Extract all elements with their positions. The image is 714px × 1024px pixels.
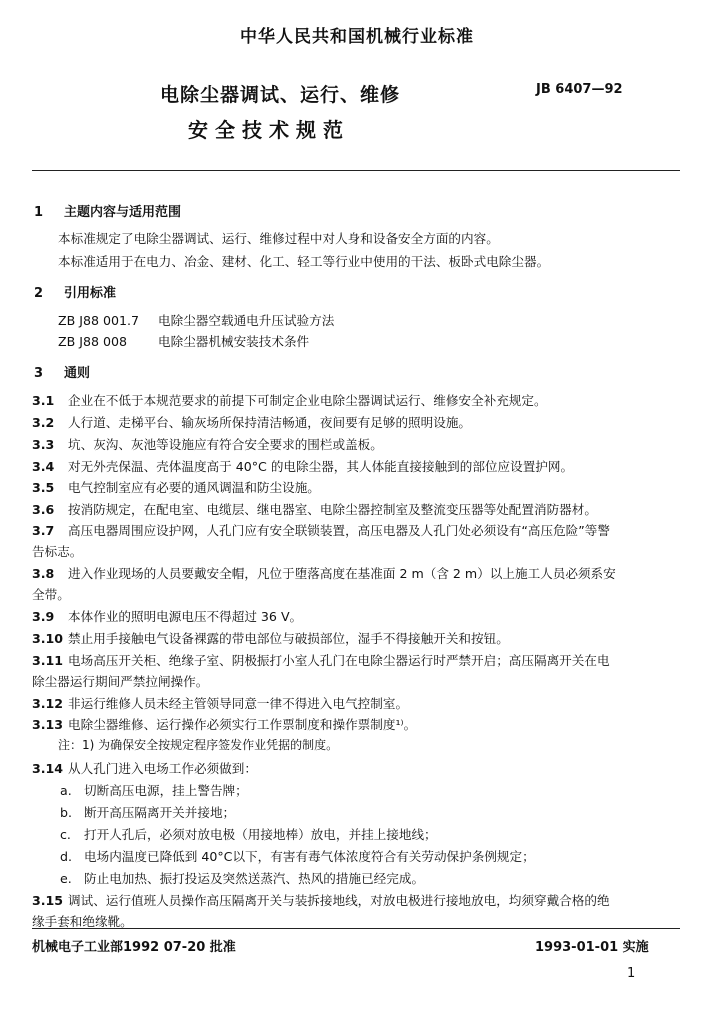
list-text: 打开人孔后，必须对放电极（用接地棒）放电，并挂上接地线； <box>84 827 437 842</box>
clause-3-6 <box>32 499 597 518</box>
clause-text: 从人孔门进入电场工作必须做到： <box>68 761 257 776</box>
header-divider <box>32 170 680 171</box>
clause-text: 电气控制室应有必要的通风调温和防尘设施。 <box>68 480 320 495</box>
clause-number: 3.5 <box>32 480 55 495</box>
clause-3-10 <box>32 628 509 647</box>
clause-text: 禁止用手接触电气设备裸露的带电部位与破损部位，湿手不得接触开关和按钮。 <box>68 631 509 646</box>
clause-number: 3.10 <box>32 631 64 646</box>
clause-number: 3.7 <box>32 523 55 538</box>
list-text: 电场内温度已降低到 40°C以下，有害有毒气体浓度符合有关劳动保护条例规定； <box>84 849 535 864</box>
clause-number: 3.9 <box>32 609 55 624</box>
approval-date: 机械电子工业部1992 07-20 批准 <box>32 940 236 955</box>
page-number: 1 <box>627 966 636 981</box>
standard-number: JB 6407—92 <box>536 82 623 97</box>
clause-text: 人行道、走梯平台、输灰场所保持清洁畅通，夜间要有足够的照明设施。 <box>68 415 471 430</box>
clause-3-12 <box>32 693 408 712</box>
clause-3-15-continued: 缘手套和绝缘靴。 <box>32 914 133 929</box>
list-item <box>60 802 235 821</box>
list-label: c. <box>60 827 71 842</box>
list-item <box>60 780 248 799</box>
section-title: 主题内容与适用范围 <box>64 205 182 220</box>
footnote: 注：1) 为确保安全按规定程序签发作业凭据的制度。 <box>58 738 339 752</box>
clause-3-8 <box>32 563 616 582</box>
list-text: 切断高压电源，挂上警告牌； <box>84 783 248 798</box>
reference-item <box>58 331 309 350</box>
clause-3-5 <box>32 477 320 496</box>
section-1-heading <box>32 201 181 220</box>
section-3-heading <box>32 362 90 381</box>
list-label: a. <box>60 783 72 798</box>
list-text: 防止电加热、振打投运及突然送蒸汽、热风的措施已经完成。 <box>84 871 425 886</box>
document-title-line1: 电除尘器调试、运行、维修 <box>160 84 401 106</box>
clause-number: 3.12 <box>32 696 64 711</box>
section-number: 1 <box>34 205 44 220</box>
clause-text: 坑、灰沟、灰池等设施应有符合安全要求的围栏或盖板。 <box>68 437 383 452</box>
clause-number: 3.8 <box>32 566 55 581</box>
section-1-paragraph-2: 本标准适用于在电力、冶金、建材、化工、轻工等行业中使用的干法、板卧式电除尘器。 <box>58 254 550 269</box>
list-label: e. <box>60 871 72 886</box>
clause-text: 高压电器周围应设护网，人孔门应有安全联锁装置，高压电器及人孔门处必须设有“高压危险”等警 <box>68 523 610 538</box>
section-number: 3 <box>34 366 44 381</box>
clause-3-4 <box>32 456 573 475</box>
clause-text: 进入作业现场的人员要戴安全帽，凡位于堕落高度在基准面 2 m（含 2 m）以上施工人员必须系安 <box>68 566 616 581</box>
clause-number: 3.15 <box>32 893 64 908</box>
list-item <box>60 824 437 843</box>
section-title: 通则 <box>64 366 91 381</box>
list-item <box>60 846 535 865</box>
document-title-line2: 安全技术规范 <box>188 118 350 142</box>
clause-3-15 <box>32 890 610 909</box>
clause-number: 3.1 <box>32 393 55 408</box>
list-text: 断开高压隔离开关并接地； <box>84 805 236 820</box>
clause-text: 电场高压开关柜、绝缘子室、阴极振打小室人孔门在电除尘器运行时严禁开启；高压隔离开关在电 <box>68 653 610 668</box>
clause-3-1 <box>32 390 547 409</box>
clause-number: 3.3 <box>32 437 55 452</box>
clause-text: 对无外壳保温、壳体温度高于 40°C 的电除尘器，其人体能直接接触到的部位应设置护网。 <box>68 459 574 474</box>
reference-title: 电除尘器机械安装技术条件 <box>158 334 310 349</box>
section-title: 引用标准 <box>64 286 117 301</box>
issuing-body-header: 中华人民共和国机械行业标准 <box>240 27 474 47</box>
clause-text: 电除尘器维修、运行操作必须实行工作票制度和操作票制度¹⁾。 <box>68 717 417 732</box>
section-2-heading <box>32 282 116 301</box>
list-label: b. <box>60 805 72 820</box>
footer-divider <box>32 928 680 929</box>
clause-3-11 <box>32 650 610 669</box>
clause-3-11-continued: 除尘器运行期间严禁拉闸操作。 <box>32 674 209 689</box>
list-label: d. <box>60 849 72 864</box>
clause-text: 本体作业的照明电源电压不得超过 36 V。 <box>68 609 303 624</box>
clause-text: 按消防规定，在配电室、电缆层、继电器室、电除尘器控制室及整流变压器等处配置消防器材。 <box>68 502 597 517</box>
clause-number: 3.6 <box>32 502 55 517</box>
clause-text: 调试、运行值班人员操作高压隔离开关与装拆接地线，对放电极进行接地放电，均须穿戴合格的绝 <box>68 893 610 908</box>
clause-3-2 <box>32 412 471 431</box>
clause-number: 3.14 <box>32 761 64 776</box>
effective-date: 1993-01-01 实施 <box>535 940 649 955</box>
section-number: 2 <box>34 286 44 301</box>
clause-number: 3.11 <box>32 653 64 668</box>
clause-3-13 <box>32 714 416 733</box>
clause-number: 3.13 <box>32 717 64 732</box>
clause-3-3 <box>32 434 383 453</box>
clause-number: 3.4 <box>32 459 55 474</box>
clause-3-9 <box>32 606 302 625</box>
clause-3-7 <box>32 520 610 539</box>
reference-code: ZB J88 001.7 <box>58 313 140 328</box>
clause-number: 3.2 <box>32 415 55 430</box>
reference-code: ZB J88 008 <box>58 334 128 349</box>
clause-3-7-continued: 告标志。 <box>32 544 83 559</box>
reference-item <box>58 310 334 329</box>
clause-3-8-continued: 全带。 <box>32 587 70 602</box>
clause-text: 企业在不低于本规范要求的前提下可制定企业电除尘器调试运行、维修安全补充规定。 <box>68 393 547 408</box>
list-item <box>60 868 424 887</box>
reference-title: 电除尘器空载通电升压试验方法 <box>158 313 335 328</box>
section-1-paragraph-1: 本标准规定了电除尘器调试、运行、维修过程中对人身和设备安全方面的内容。 <box>58 231 499 246</box>
clause-text: 非运行维修人员未经主管领导同意一律不得进入电气控制室。 <box>68 696 409 711</box>
clause-3-14 <box>32 758 257 777</box>
